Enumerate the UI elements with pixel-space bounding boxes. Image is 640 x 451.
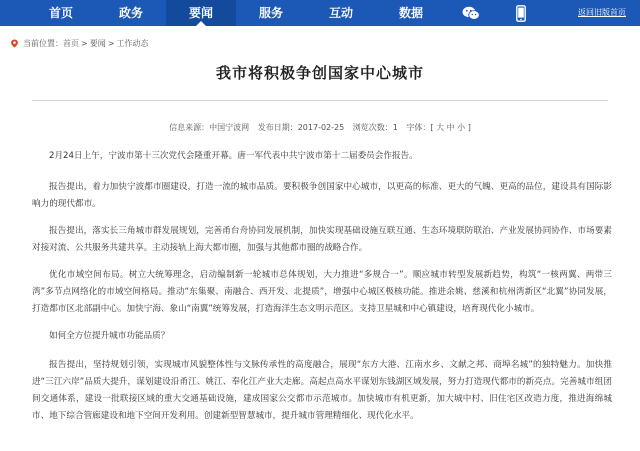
article-paragraph: 报告提出，落实长三角城市群发展规划，完善甬台舟协同发展机制，加快实现基础设施互联互通、生态环境联防联治、产业发展协同协作、市场要素对接对流、公共服务共建共享。主动接轨上海大都市圈，加强与其他都市圈的战略合作。 <box>32 226 612 253</box>
article-meta <box>0 122 640 133</box>
meta-source: 信息来源：中国宁波网 <box>169 123 250 132</box>
wechat-icon[interactable] <box>446 0 496 26</box>
nav-item-news[interactable]: 要闻 <box>166 0 236 26</box>
nav-item-data[interactable]: 数据 <box>398 6 423 20</box>
nav-item-services[interactable]: 服务 <box>258 6 283 20</box>
article-body <box>32 148 612 435</box>
mobile-phone-icon[interactable] <box>496 0 546 26</box>
article-paragraph: 报告提出，坚持规划引领，实现城市风貌整体性与文脉传承性的高度融合，展现“东方大港、江南水乡、文献之邦、商埠名城”的独特魅力。加快推进“三江六岸”品质大提升，谋划建设沿甬江、姚江、奉化江产业大走廊。高起点高水平谋划东钱湖区域发展，努力打造现代都市的新亮点。完善城市组团间交通体系，建设一批联接区域的重大交通基础设施，建成国家公交都市示范城市。加快城市有机更新，加大城中村、旧住宅区改造力度，推进海绵城市、地下综合管廊建设和地下空间开发利用。创建新型智慧城市，提升城市管理精细化、现代化水平。 <box>32 360 612 421</box>
font-size-control[interactable]: 字体：[ 大 中 小 ] <box>406 123 471 132</box>
top-nav-bar <box>0 0 640 26</box>
nav-item-interaction[interactable]: 互动 <box>328 6 353 20</box>
breadcrumb-prefix: 当前位置： <box>23 39 63 48</box>
breadcrumb-home[interactable]: 首页 <box>63 39 79 48</box>
article-question: 如何全方位提升城市功能品质？ <box>49 331 170 341</box>
nav-item-home[interactable]: 首页 <box>48 6 73 20</box>
meta-views: 浏览次数：1 <box>352 123 398 132</box>
meta-date: 发布日期：2017-02-25 <box>257 123 345 132</box>
breadcrumb-separator: > <box>81 39 88 48</box>
breadcrumb-work-updates[interactable]: 工作动态 <box>116 39 149 48</box>
title-divider <box>32 100 608 101</box>
nav-item-government[interactable]: 政务 <box>118 6 143 20</box>
article-title: 我市将积极争创国家中心城市 <box>215 64 424 82</box>
breadcrumb <box>10 38 148 49</box>
location-pin-icon <box>10 39 19 48</box>
article-paragraph: 优化市域空间布局。树立大统筹理念，启动编制新一轮城市总体规划，大力推进“多规合一”。顺应城市转型发展新趋势，构筑“一核两翼、两带三湾”多节点网络化的市域空间格局。推动“东集聚、南融合、西开发、北提质”，增强中心城区极核功能。推进余姚、慈溪和杭州湾新区“北翼”协同发展，打造都市区北部副中心。加快宁海、象山“南翼”统筹发展，打造海洋生态文明示范区。支持卫星城和中心镇建设，培育现代化小城市。 <box>32 270 612 314</box>
breadcrumb-news[interactable]: 要闻 <box>89 39 106 48</box>
back-to-old-version-link[interactable]: 返回旧版首页 <box>578 8 626 17</box>
breadcrumb-separator: > <box>107 39 115 48</box>
article-paragraph: 2月24日上午，宁波市第十三次党代会隆重开幕。唐一军代表中共宁波市第十二届委员会作报告。 <box>49 151 418 161</box>
article-paragraph: 报告提出，着力加快宁波都市圈建设，打造一流的城市品质。要积极争创国家中心城市，以更高的标准、更大的气魄、更高的品位，建设具有国际影响力的现代都市。 <box>32 182 612 209</box>
